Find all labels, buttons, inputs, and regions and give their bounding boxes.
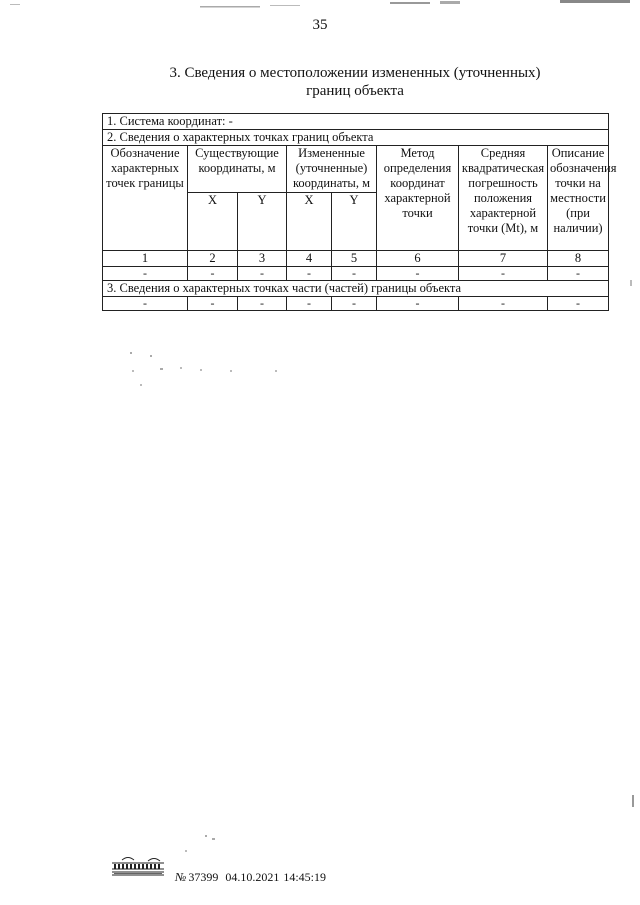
table-cell: - bbox=[238, 267, 287, 281]
section-3-heading-row: 3. Сведения о характерных точках части (частей) границы объекта bbox=[103, 281, 609, 297]
building-stamp-icon bbox=[108, 855, 168, 877]
registration-date: 04.10.2021 bbox=[225, 870, 280, 884]
table-cell: - bbox=[548, 267, 609, 281]
table-cell: - bbox=[103, 297, 188, 311]
table-cell: - bbox=[377, 297, 459, 311]
section-title-line-2: границ объекта bbox=[306, 83, 404, 99]
table-cell: - bbox=[377, 267, 459, 281]
table-cell: - bbox=[459, 267, 548, 281]
registration-time: 14:45:19 bbox=[283, 870, 326, 884]
header-existing-y: Y bbox=[238, 193, 287, 251]
header-method: Метод определения координат характерной точки bbox=[377, 146, 459, 251]
header-changed-x: X bbox=[287, 193, 332, 251]
section-2-heading-row: 2. Сведения о характерных точках границ объекта bbox=[103, 130, 609, 146]
header-point-description: Описание обозначения точки на местности (при наличии) bbox=[548, 146, 609, 251]
column-number: 4 bbox=[287, 251, 332, 267]
column-number: 1 bbox=[103, 251, 188, 267]
column-number: 2 bbox=[188, 251, 238, 267]
registration-footer bbox=[175, 870, 330, 885]
section-title bbox=[100, 64, 610, 100]
header-changed-coordinates: Измененные (уточненные) координаты, м bbox=[287, 146, 377, 193]
page-number: 35 bbox=[312, 17, 328, 33]
column-number: 5 bbox=[332, 251, 377, 267]
table-cell: - bbox=[459, 297, 548, 311]
table-cell: - bbox=[103, 267, 188, 281]
column-number: 3 bbox=[238, 251, 287, 267]
column-number: 7 bbox=[459, 251, 548, 267]
number-sign: № bbox=[175, 870, 187, 884]
registration-number: 37399 bbox=[188, 870, 219, 884]
coordinates-table bbox=[102, 113, 617, 311]
table-cell: - bbox=[287, 267, 332, 281]
coordinate-system-row: 1. Система координат: - bbox=[103, 114, 609, 130]
header-existing-coordinates: Существующие координаты, м bbox=[188, 146, 287, 193]
column-number: 8 bbox=[548, 251, 609, 267]
table-cell: - bbox=[287, 297, 332, 311]
section-title-line-1: 3. Сведения о местоположении измененных (уточненных) bbox=[169, 65, 541, 81]
table-row bbox=[103, 297, 609, 311]
column-numbers-row bbox=[103, 251, 609, 267]
column-number: 6 bbox=[377, 251, 459, 267]
table-cell: - bbox=[188, 297, 238, 311]
header-existing-x: X bbox=[188, 193, 238, 251]
header-point-designation: Обозначение характерных точек границы bbox=[103, 146, 188, 251]
header-changed-y: Y bbox=[332, 193, 377, 251]
table-row bbox=[103, 267, 609, 281]
table-cell: - bbox=[548, 297, 609, 311]
table-cell: - bbox=[332, 297, 377, 311]
table-cell: - bbox=[188, 267, 238, 281]
table-cell: - bbox=[238, 297, 287, 311]
table-cell: - bbox=[332, 267, 377, 281]
header-mean-square-error: Средняя квадратическая погрешность положения характерной точки (Mt), м bbox=[459, 146, 548, 251]
